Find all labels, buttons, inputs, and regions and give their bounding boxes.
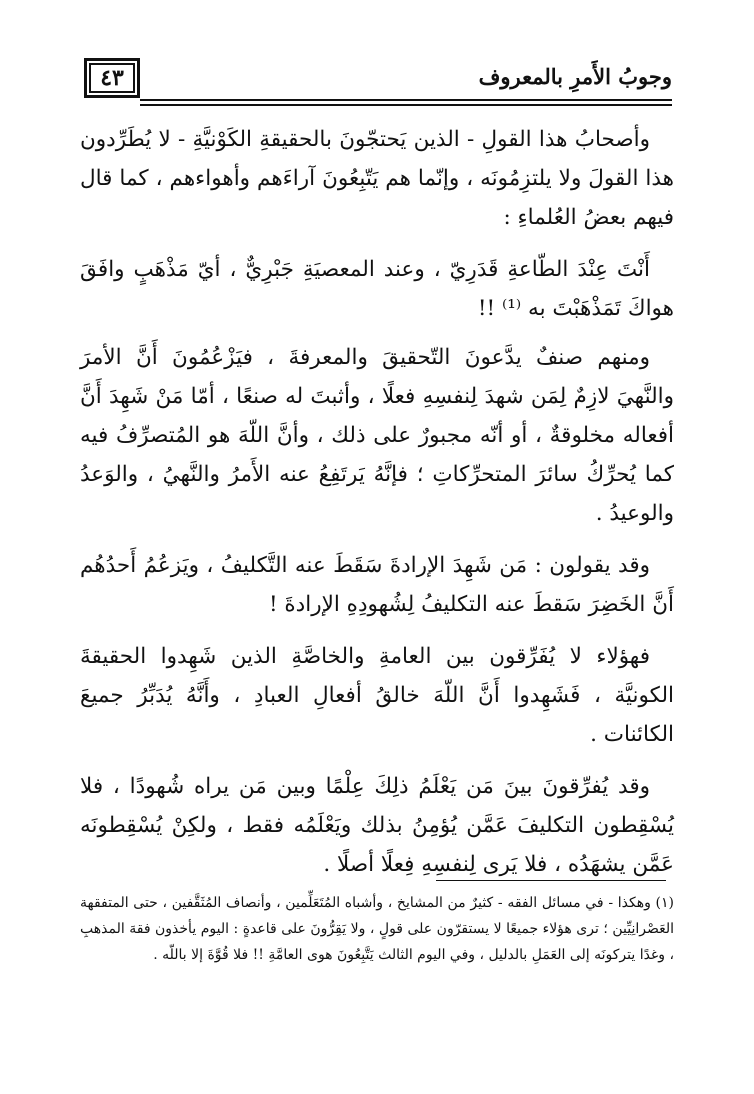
- footnote: [80, 890, 674, 968]
- paragraph-5: فهؤلاء لا يُفَرِّقون بين العامةِ والخاصَّةِ الذين شَهِدوا الحقيقةَ الكونيَّة ، فَشَهِدوا أَنَّ اللّهَ خالقُ أفعالِ العبادِ ، وأَنَّهُ يُدَبِّرُ جميعَ الكائنات .: [80, 644, 674, 747]
- header-divider: [140, 99, 672, 106]
- footnote-text: (١) وهكذا - في مسائل الفقه - كثيرٌ من المشايخ ، وأشباه المُتَعَلِّمين ، وأنصاف المُثَقَّفين ، حتى المتفقهة العَصْرانِيِّين ؛ ترى هؤلاء جميعًا لا يستقرّون على قولٍ ، ولا يَقِرُّونَ على قاعدةٍ : اليوم يأخذون فقهَ المذهبِ ، وغدًا يتركونَه إلى العَمَلِ بالدليل ، وفي اليوم الثالث يَتَّبِعُونَ هوى العامَّةِ !! فلا قُوَّةَ إلا باللّه .: [80, 895, 674, 963]
- paragraph-1: وأصحابُ هذا القولِ - الذين يَحتجّونَ بالحقيقةِ الكَوْنيَّةِ - لا يُطَرِّدون هذا القولَ ولا يلتزِمُونَه ، وإنّما هم يَتّبِعُونَ آراءَهم وأهواءهم ، كما قال فيهم بعضُ العُلماءِ :: [80, 127, 674, 230]
- paragraph-4: وقد يقولون : مَن شَهِدَ الإرادةَ سَقَطَ عنه التَّكليفُ ، ويَزعُمُ أَحدُهُم أَنَّ الخَضِرَ سَقطَ عنه التكليفُ لِشُهودِهِ الإرادةَ !: [80, 553, 674, 617]
- paragraph-6: وقد يُفرِّقونَ بينَ مَن يَعْلَمُ ذلِكَ عِلْمًا وبين مَن يراه شُهودًا ، فلا يُسْقِطون التكليفَ عَمَّن يُؤمِنُ بذلك ويَعْلَمُه فقط ، ولكِنْ يُسْقِطونَه عَمَّن يشهَدُه ، فلا يَرى لِنفسِهِ فِعلًا أصلًا .: [80, 774, 674, 877]
- paragraph-2: أَنْتَ عِنْدَ الطّاعةِ قَدَرِيّ ، وعند المعصيَةِ جَبْرِيٌّ ، أيّ مَذْهَبٍ وافَقَ هواكَ تَمَذْهَبْتَ به ⁽¹⁾ !!: [80, 257, 674, 321]
- paragraph-3: ومنهم صنفٌ يدَّعونَ التّحقيقَ والمعرفةَ ، فيَزْعُمُونَ أَنَّ الأمرَ والنَّهيَ لازِمٌ لِمَن شهدَ لِنفسِهِ فعلًا ، وأثبتَ له صنعًا ، أمّا مَنْ شَهِدَ أَنَّ أفعاله مخلوقةٌ ، أو أنّه مجبورٌ على ذلك ، وأنَّ اللّهَ هو المُتصرِّفُ فيه كما يُحرِّكُ سائرَ المتحرِّكاتِ ؛ فإنَّهُ يَرتَفِعُ عنه الأَمرُ والنَّهيُ ، والوَعدُ والوعيدُ .: [80, 345, 674, 526]
- footnote-divider: [436, 880, 666, 881]
- running-title: وجوبُ الأَمرِ بالمعروف: [478, 64, 672, 89]
- page-header: [84, 52, 672, 106]
- page-number: ٤٣: [84, 58, 140, 98]
- main-text: [80, 120, 674, 897]
